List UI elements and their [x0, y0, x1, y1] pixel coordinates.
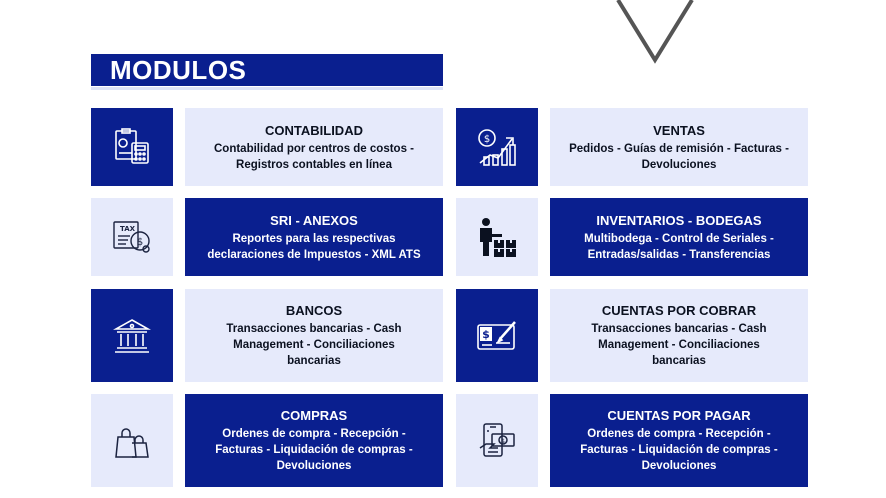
module-title: BANCOS — [285, 303, 343, 318]
module-title: VENTAS — [653, 122, 705, 138]
module-card-cuentas-por-pagar — [550, 394, 808, 487]
title-underline — [91, 87, 443, 90]
module-icon-tile-cuentas-por-pagar — [456, 394, 538, 487]
svg-text:$: $ — [501, 437, 505, 445]
module-description: Transacciones bancarias - Cash Management - Conciliaciones bancarias — [591, 323, 767, 367]
module-description: Transacciones bancarias - Cash Management - Conciliaciones bancarias — [226, 323, 402, 367]
module-title: CUENTAS POR COBRAR — [601, 303, 757, 318]
accounting-icon — [112, 127, 152, 167]
module-title: CUENTAS POR PAGAR — [607, 408, 751, 423]
module-description: Multibodega - Control de Seriales - Entradas/salidas - Transferencias — [584, 232, 774, 261]
page-title: MODULOS — [91, 54, 443, 86]
svg-text:$: $ — [482, 327, 490, 341]
module-icon-tile-contabilidad — [91, 108, 173, 186]
module-icon-tile-bancos — [91, 289, 173, 382]
module-description: Ordenes de compra - Recepción - Facturas - Liquidación de compras - Devoluciones — [215, 428, 413, 472]
module-description: Pedidos - Guías de remisión - Facturas - Devoluciones — [569, 142, 789, 171]
module-card-ventas — [550, 108, 808, 186]
shopping-bags-icon — [114, 423, 150, 459]
svg-text:TAX: TAX — [120, 225, 136, 233]
module-description: Ordenes de compra - Recepción - Facturas - Liquidación de compras - Devoluciones — [580, 428, 778, 472]
check-signing-icon — [476, 319, 518, 353]
module-icon-tile-cuentas-por-cobrar — [456, 289, 538, 382]
module-card-inventarios — [550, 198, 808, 276]
sales-growth-icon — [476, 127, 518, 167]
module-card-compras — [185, 394, 443, 487]
module-icon-tile-sri — [91, 198, 173, 276]
module-card-contabilidad — [185, 108, 443, 186]
chevron-down-icon — [614, 0, 696, 66]
svg-text:$: $ — [483, 134, 491, 145]
module-card-bancos — [185, 289, 443, 382]
bank-icon — [113, 318, 151, 354]
module-title: SRI - ANEXOS — [270, 212, 358, 228]
module-icon-tile-ventas — [456, 108, 538, 186]
module-card-cuentas-por-cobrar — [550, 289, 808, 382]
mobile-payment-icon — [478, 422, 516, 460]
module-icon-tile-compras — [91, 394, 173, 487]
module-description: Contabilidad por centros de costos - Registros contables en línea — [214, 142, 414, 171]
module-card-sri-anexos — [185, 198, 443, 276]
module-icon-tile-inventarios — [456, 198, 538, 276]
module-title: INVENTARIOS - BODEGAS — [596, 212, 762, 228]
tax-icon — [112, 219, 152, 255]
module-title: COMPRAS — [280, 408, 348, 423]
module-title: CONTABILIDAD — [265, 122, 363, 138]
svg-text:$: $ — [136, 237, 144, 248]
module-description: Reportes para las respectivas declaraciones de Impuestos - XML ATS — [207, 232, 421, 261]
warehouse-worker-icon — [476, 216, 518, 258]
